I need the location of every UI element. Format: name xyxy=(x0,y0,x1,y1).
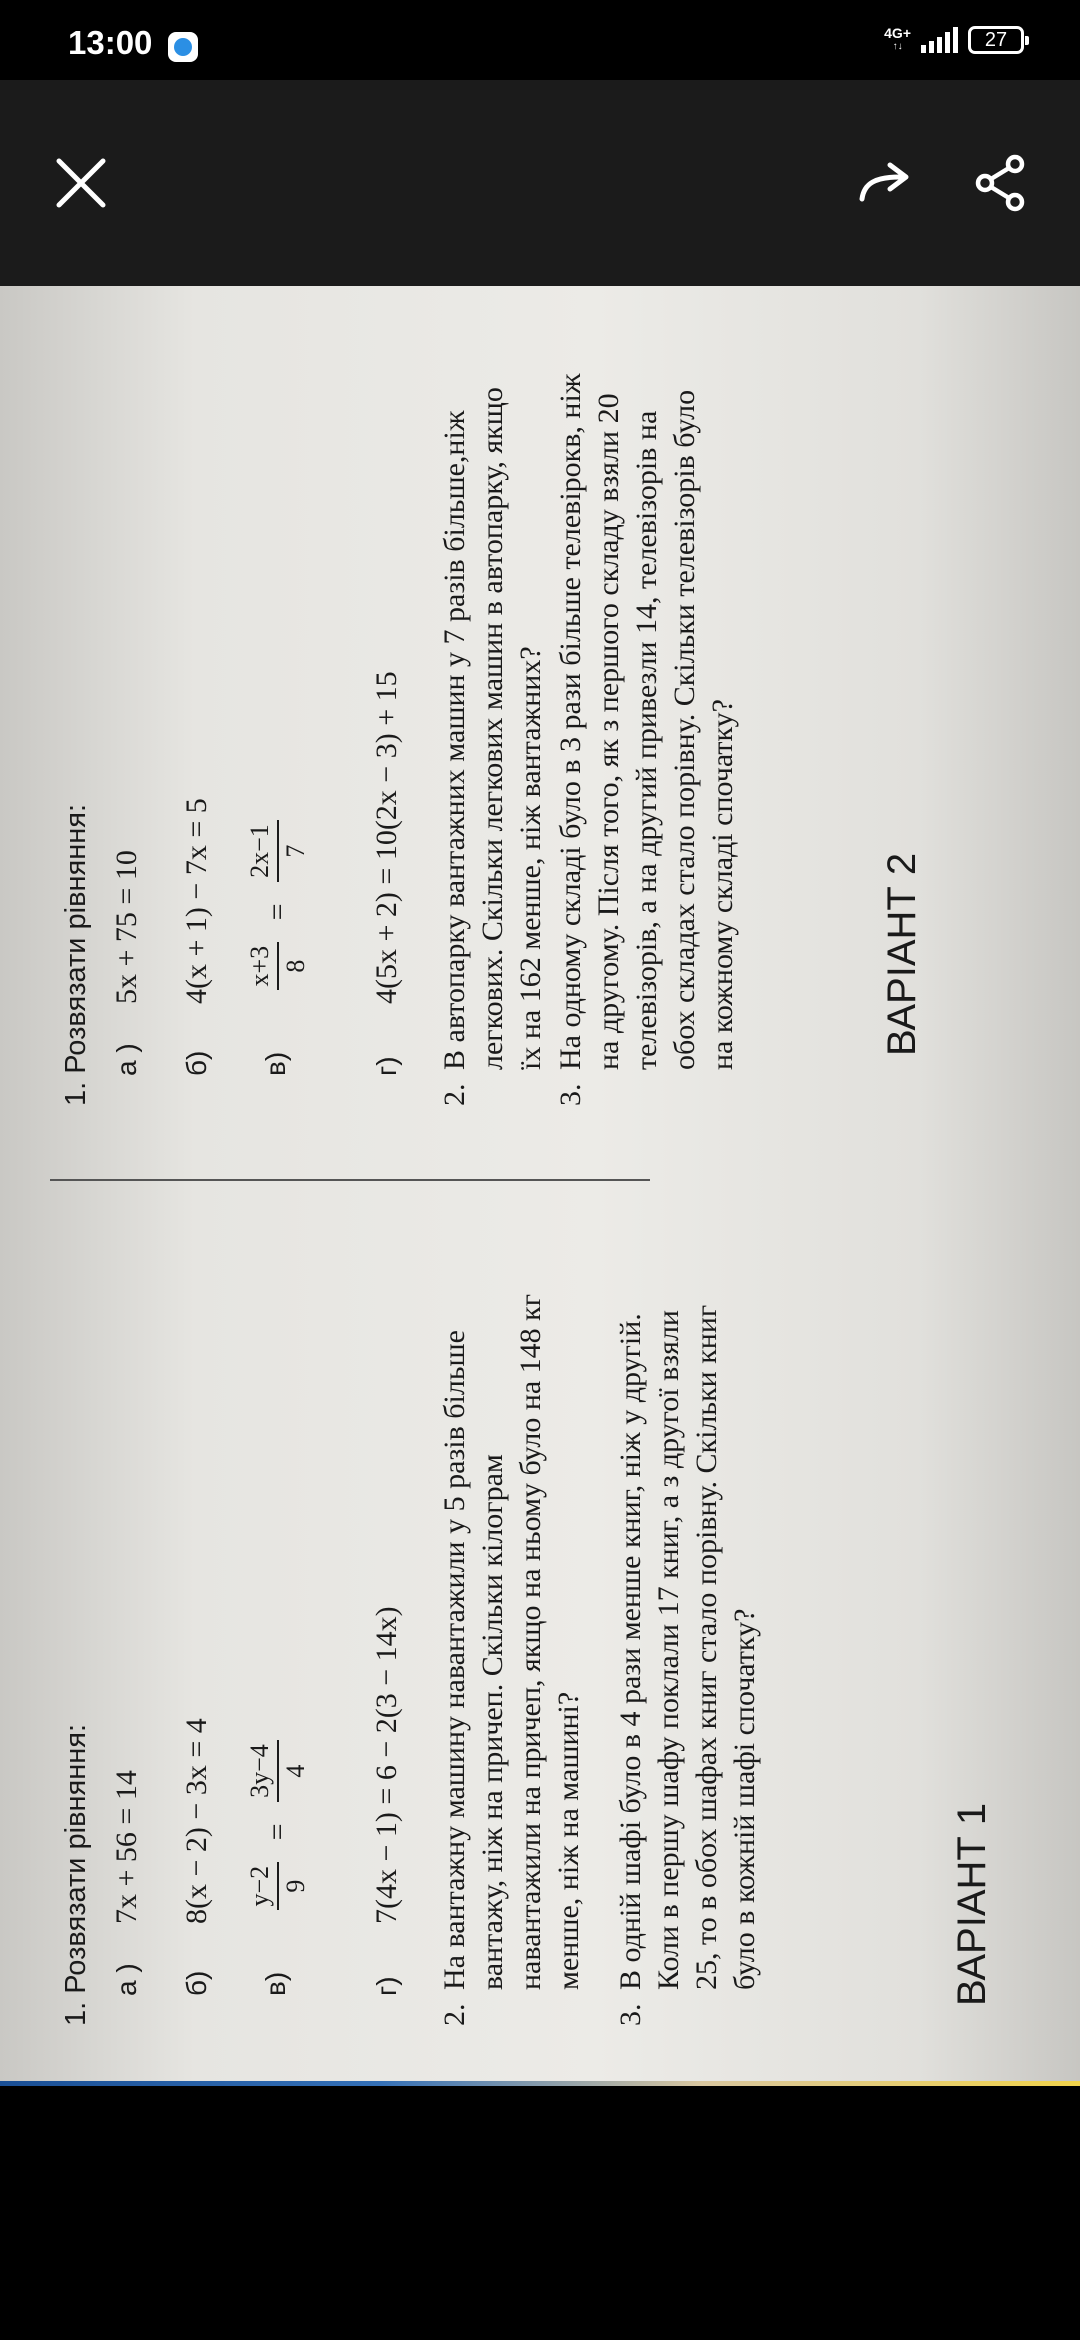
bottom-area xyxy=(0,2086,1080,2340)
v1-task3: 3. В одній шафі було в 4 рази менше книг, ніж у другій. Коли в першу шафу поклали 17 книг, а з другої взяли 25, то в обох шафах книг стало порівну. Скільки книг було в кожній шафі спочатку? xyxy=(614,1304,761,2026)
forward-icon xyxy=(856,161,914,205)
battery-icon xyxy=(968,26,1024,54)
network-type: 4G+ ↑↓ xyxy=(884,25,911,52)
v1-task2: 2. На вантажну машину навантажили у 5 разів більше вантажу, ніж на причеп. Скільки кілограм навантажили на причеп, якщо на ньому було на 148 кг менше, ніж на машині? xyxy=(438,1293,585,2026)
variant-1-title: ВАРІАНТ 1 xyxy=(950,1802,994,2006)
v2-eq-b: б)4(x + 1) − 7x = 5 xyxy=(180,798,213,1076)
notification-app-icon xyxy=(168,32,198,62)
v2-task2: 2. В автопарку вантажних машин у 7 разів більше,ніж легкових. Скільки легкових машин в автопарку, якщо їх на 162 менше, ніж вантажних? xyxy=(438,387,547,1106)
photo-view[interactable] xyxy=(0,286,1080,2086)
worksheet-paper xyxy=(0,286,1080,2086)
status-bar xyxy=(0,0,1080,80)
worksheet-content xyxy=(0,286,1080,2086)
signal-icon xyxy=(921,27,958,53)
v2-eq-d: г)4(5x + 2) = 10(2x − 3) + 15 xyxy=(370,671,403,1076)
v2-eq-a: а )5x + 75 = 10 xyxy=(110,850,143,1076)
v1-eq-c: в) y−2 9 = 3y−4 4 xyxy=(245,1734,311,1996)
viewer-toolbar xyxy=(0,80,1080,286)
share-icon xyxy=(973,154,1027,212)
battery-level: 27 xyxy=(984,28,1008,51)
close-icon xyxy=(55,157,107,209)
status-indicators xyxy=(884,26,1024,54)
forward-button[interactable] xyxy=(840,138,930,228)
v1-task1-title: 1. Розвязати рівняння: xyxy=(60,1723,92,2026)
v1-eq-d: г)7(4x − 1) = 6 − 2(3 − 14x) xyxy=(370,1606,403,1996)
v2-task1-title: 1. Розвязати рівняння: xyxy=(60,803,92,1106)
share-button[interactable] xyxy=(955,138,1045,228)
v2-eq-c: в) x+3 8 = 2x−1 7 xyxy=(245,814,311,1076)
status-time: 13:00 xyxy=(68,24,153,61)
column-divider xyxy=(50,1179,650,1181)
variant-2-title: ВАРІАНТ 2 xyxy=(880,852,924,1056)
v1-eq-a: а )7x + 56 = 14 xyxy=(110,1770,143,1996)
v2-task3: 3. На одному складі було в 3 рази більше телевірокв, ніж на другому. Після того, як з першого складу взяли 20 телевізорів, а на другий привезли 14, телевізорів на обох складах стало порівну. Скільки телевізорів було на кожному складі спочатку? xyxy=(554,373,739,1106)
close-button[interactable] xyxy=(36,138,126,228)
v1-eq-b: б)8(x − 2) − 3x = 4 xyxy=(180,1718,213,1996)
